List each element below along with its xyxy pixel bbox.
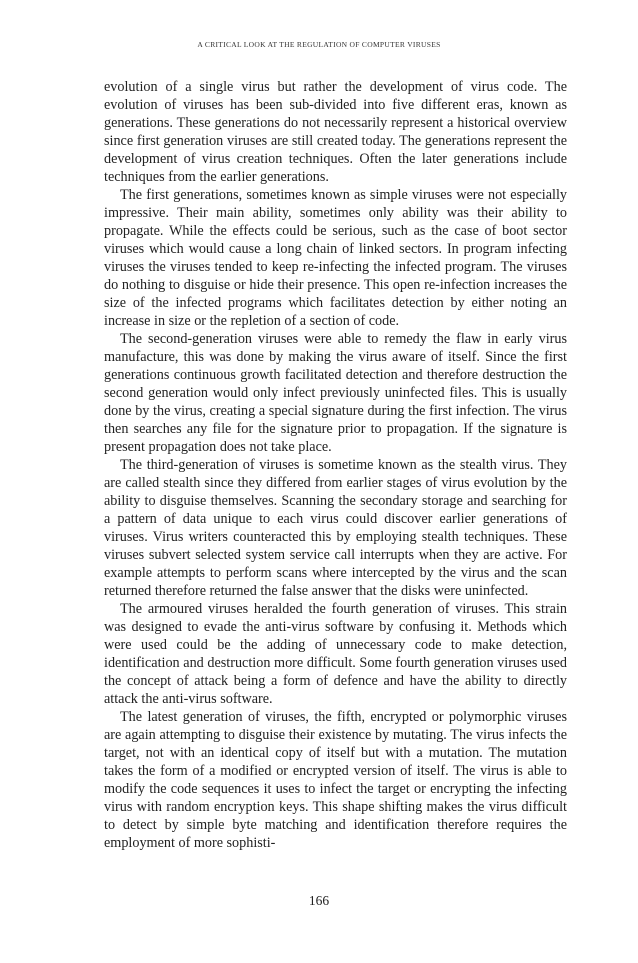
body-text xyxy=(104,78,567,852)
paragraph-continued: evolution of a single virus but rather the development of virus code. The evolution of viruses has been sub-divided into five different eras, known as generations. These generations do not necessarily represent a historical overview since first generation viruses are still created today. The generations represent the development of virus creation techniques. Often the later generations include techniques from the earlier generations. xyxy=(104,79,567,185)
paragraph-first-generation: The first generations, sometimes known as simple viruses were not especially impressive. Their main ability, sometimes only ability was their ability to propagate. While the effects could be serious, such as the case of boot sector viruses which would cause a long chain of linked sectors. In program infecting viruses the viruses tended to keep re-infecting the infected program. The viruses do nothing to disguise or hide their presence. This open re-infection increases the size of the infected programs which facilitates detection by either noting an increase in size or the repletion of a section of code. xyxy=(104,187,567,329)
paragraph-third-generation: The third-generation of viruses is sometime known as the stealth virus. They are called stealth since they differed from earlier stages of virus evolution by the ability to disguise themselves. Scanning the secondary storage and searching for a pattern of data unique to each virus could discover earlier generations of viruses. Virus writers counteracted this by employing stealth techniques. These viruses subvert selected system service call interrupts when they are active. For example attempts to perform scans where intercepted by the virus and the scan returned therefore returned the false answer that the disks were uninfected. xyxy=(104,457,567,599)
running-head: A CRITICAL LOOK AT THE REGULATION OF COMPUTER VIRUSES xyxy=(197,40,441,49)
paragraph-fifth-generation: The latest generation of viruses, the fifth, encrypted or polymorphic viruses are again attempting to disguise their existence by mutating. The virus infects the target, not with an identical copy of itself but with a mutation. The mutation takes the form of a modified or encrypted version of itself. The virus is able to modify the code sequences it uses to infect the target or encrypting the infecting virus with random encryption keys. This shape shifting makes the virus difficult to detect by simple byte matching and identification therefore requires the employment of more sophisti- xyxy=(104,709,567,851)
paragraph-fourth-generation: The armoured viruses heralded the fourth generation of viruses. This strain was designed to evade the anti-virus software by confusing it. Methods which were used could be the adding of unnecessary code to make detection, identification and destruction more difficult. Some fourth generation viruses used the concept of attack being a form of defence and have the ability to directly attack the anti-virus software. xyxy=(104,601,567,707)
paragraph-second-generation: The second-generation viruses were able to remedy the flaw in early virus manufacture, this was done by making the virus aware of itself. Since the first generations continuous growth facilitated detection and therefore destruction the second generation would only infect previously uninfected files. This is usually done by the virus, creating a special signature during the first infection. The virus then searches any file for the signature prior to propagation. If the signature is present propagation does not take place. xyxy=(104,331,567,455)
page-number: 166 xyxy=(308,893,330,908)
